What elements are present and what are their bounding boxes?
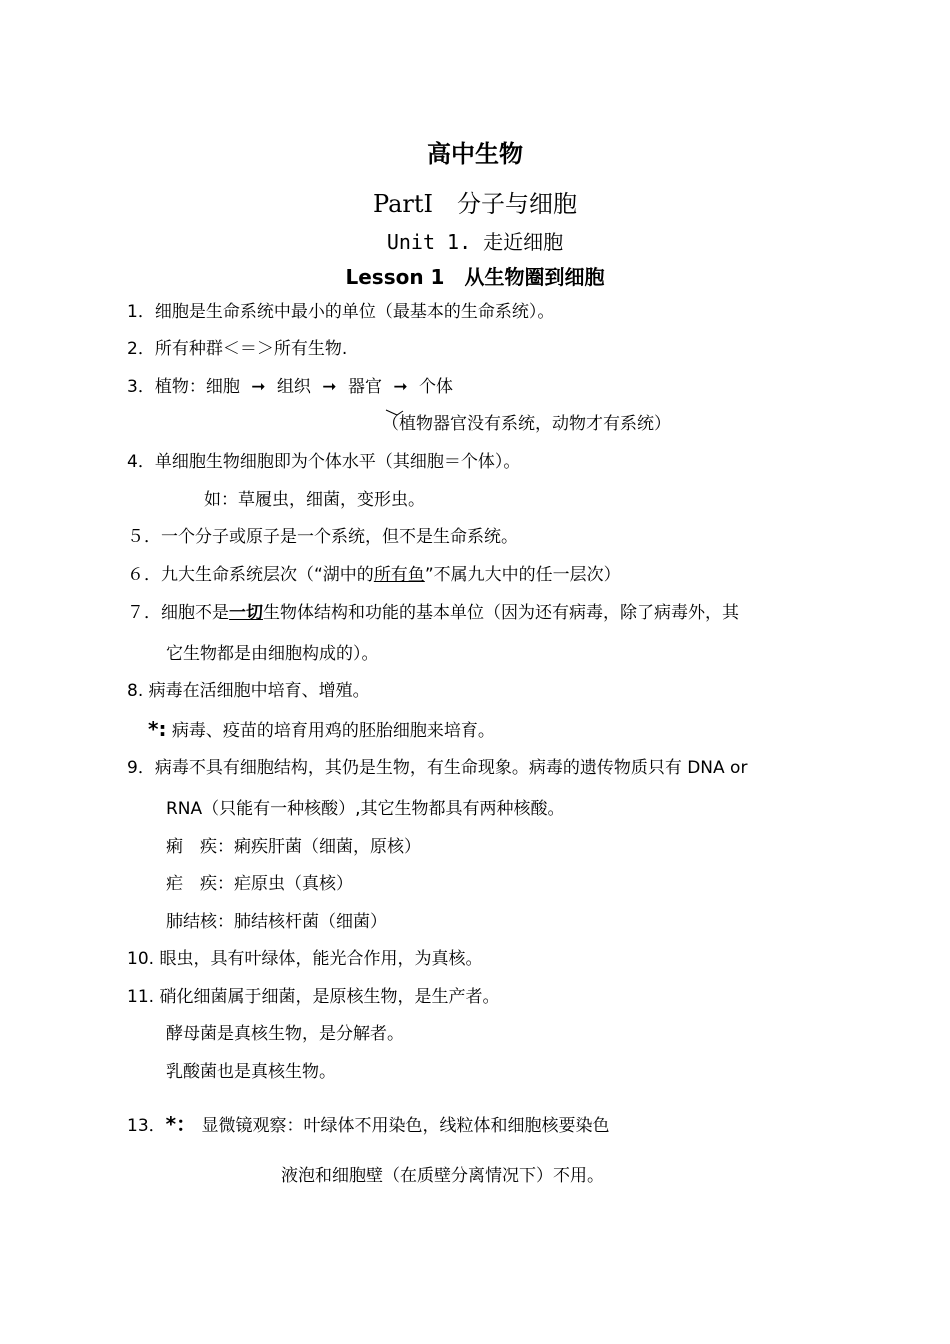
item-7-emphasis: 一切: [229, 603, 263, 623]
item-7: [127, 602, 739, 624]
item-3-prefix: 3．植物：细胞: [127, 377, 240, 397]
item-13-continued: 液泡和细胞壁（在质壁分离情况下）不用。: [281, 1166, 604, 1186]
arrow-icon: ➞: [322, 377, 337, 397]
arrow-icon: ➞: [393, 377, 408, 397]
item-7-pre: ７．细胞不是: [127, 603, 229, 623]
item-11: 11. 硝化细菌属于细菌，是原核生物，是生产者。: [127, 987, 500, 1007]
item-11-yeast: 酵母菌是真核生物，是分解者。: [166, 1024, 404, 1044]
star-marker: *：: [165, 1112, 197, 1136]
item-9-dysentery: 痢 疾：痢疾肝菌（细菌，原核）: [166, 837, 421, 857]
item-13-text: 显微镜观察：叶绿体不用染色，线粒体和细胞核要染色: [201, 1116, 610, 1136]
item-8-note-text: 病毒、疫苗的培育用鸡的胚胎细胞来培育。: [171, 721, 495, 741]
item-10: 10. 眼虫，具有叶绿体，能光合作用，为真核。: [127, 949, 483, 969]
item-3-organ: 器官: [347, 377, 382, 397]
part-heading: PartⅠ 分子与细胞: [373, 190, 577, 218]
item-3-tissue: 组织: [276, 377, 311, 397]
item-7-post: 生物体结构和功能的基本单位（因为还有病毒，除了病毒外，其: [263, 603, 739, 623]
item-4: 4．单细胞生物细胞即为个体水平（其细胞＝个体）。: [127, 452, 521, 472]
item-9-tuberculosis: 肺结核：肺结核杆菌（细菌）: [166, 912, 387, 932]
item-8-note: [148, 718, 495, 742]
item-9-continued: RNA（只能有一种核酸）,其它生物都具有两种核酸。: [166, 799, 565, 819]
item-11-lactobacillus: 乳酸菌也是真核生物。: [166, 1062, 336, 1082]
unit-heading: Unit 1. 走近细胞: [386, 230, 564, 254]
document-title: 高中生物: [427, 140, 523, 168]
item-6: [127, 564, 621, 586]
item-8: 8. 病毒在活细胞中培育、增殖。: [127, 681, 370, 701]
item-6-underlined: 所有鱼: [373, 565, 425, 585]
item-5: ５．一个分子或原子是一个系统，但不是生命系统。: [127, 527, 518, 547]
arrow-icon: ➞: [251, 377, 266, 397]
item-13-number: 13．: [127, 1116, 166, 1136]
star-marker: *:: [148, 717, 167, 741]
item-7-continued: 它生物都是由细胞构成的）。: [166, 644, 379, 664]
item-3-note: （植物器官没有系统，动物才有系统）: [382, 414, 671, 434]
item-13: [127, 1113, 610, 1137]
lesson-heading: Lesson 1 从生物圈到细胞: [345, 265, 605, 289]
item-4-example: 如：草履虫，细菌，变形虫。: [204, 490, 425, 510]
item-2: 2．所有种群＜＝＞所有生物.: [127, 339, 348, 359]
item-9-malaria: 疟 疾：疟原虫（真核）: [166, 874, 353, 894]
item-1: 1．细胞是生命系统中最小的单位（最基本的生命系统）。: [127, 302, 555, 322]
item-6-post: ”不属九大中的任一层次）: [424, 565, 621, 585]
item-9: 9．病毒不具有细胞结构，其仍是生物，有生命现象。病毒的遗传物质只有 DNA or: [127, 758, 748, 778]
item-6-pre: ６．九大生命系统层次（“湖中的: [127, 565, 374, 585]
item-3: [127, 376, 453, 398]
item-3-individual: 个体: [419, 377, 454, 397]
